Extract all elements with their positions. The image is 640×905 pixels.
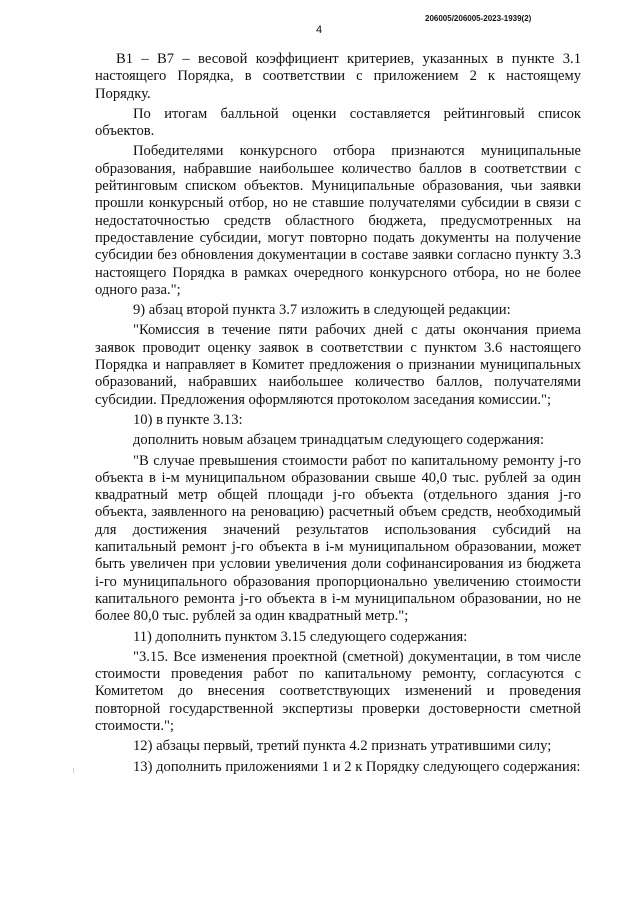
paragraph-winners: Победителями конкурсного отбора признаются муниципальные образования, набравшие наибольшее количество баллов в соответствии с рейтинговым списком объектов. Муниципальные образования, чьи заявки прошли конкурсный отбор, но не ставшие получателями субсидии в связи с недостаточностью средств областного бюджета, предусмотренных на предоставление субсидии, могут повторно подать документы на получение субсидии без обновления документации в составе заявки согласно пункту 3.3 настоящего Порядка в рамках очередного конкурсного отбора, но не более одного раза.";: [95, 143, 581, 298]
paragraph-item-13: 13) дополнить приложениями 1 и 2 к Порядку следующего содержания:: [133, 758, 581, 775]
page-number: 4: [315, 24, 323, 36]
document-body: [95, 51, 581, 779]
margin-mark: [73, 768, 74, 773]
paragraph-commission: "Комиссия в течение пяти рабочих дней с даты окончания приема заявок проводит оценку заявок в соответствии с пунктом 3.6 настоящего Порядка и направляет в Комитет предложения о признании муниципальных образований, набравших наибольшее количество баллов, получателями субсидии. Предложения оформляются протоколом заседания комиссии.";: [95, 322, 581, 408]
paragraph-item-9: 9) абзац второй пункта 3.7 изложить в следующей редакции:: [133, 302, 511, 319]
paragraph-item-10: 10) в пункте 3.13:: [133, 411, 243, 428]
paragraph-cost-excess: "В случае превышения стоимости работ по капитальному ремонту j-го объекта в i-м муниципальном образовании свыше 40,0 тыс. рублей за один квадратный метр общей площади j-го объекта (отдельного здания j-го объекта, заявленного на реновацию) расчетный объем средств, необходимый для достижения значений результатов использования субсидий на капитальный ремонт j-го объекта в i-м муниципальном образовании, может быть увеличен при условии увеличения доли софинансирования из бюджета i-го муниципального образования пропорционально увеличению стоимости капитального ремонта j-го объекта в i-м муниципальном образовании, но не более 80,0 тыс. рублей за один квадратный метр.";: [95, 452, 581, 625]
document-code: 206005/206005-2023-1939(2): [425, 14, 532, 23]
paragraph-item-11: 11) дополнить пунктом 3.15 следующего содержания:: [133, 628, 468, 645]
paragraph-3-15: "3.15. Все изменения проектной (сметной) документации, в том числе стоимости проведения работ по капитальному ремонту, согласуются с Комитетом до внесения соответствующих изменений и проведения повторной государственной экспертизы проверки достоверности сметной стоимости.";: [95, 648, 581, 734]
paragraph-weight-coefficient: В1 – В7 – весовой коэффициент критериев, указанных в пункте 3.1 настоящего Порядка, в соответствии с приложением 2 к настоящему Порядку.: [95, 51, 581, 102]
paragraph-add-13th: дополнить новым абзацем тринадцатым следующего содержания:: [133, 432, 545, 449]
paragraph-rating-list: По итогам балльной оценки составляется рейтинговый список объектов.: [95, 105, 581, 140]
paragraph-item-12: 12) абзацы первый, третий пункта 4.2 признать утратившими силу;: [133, 738, 552, 755]
